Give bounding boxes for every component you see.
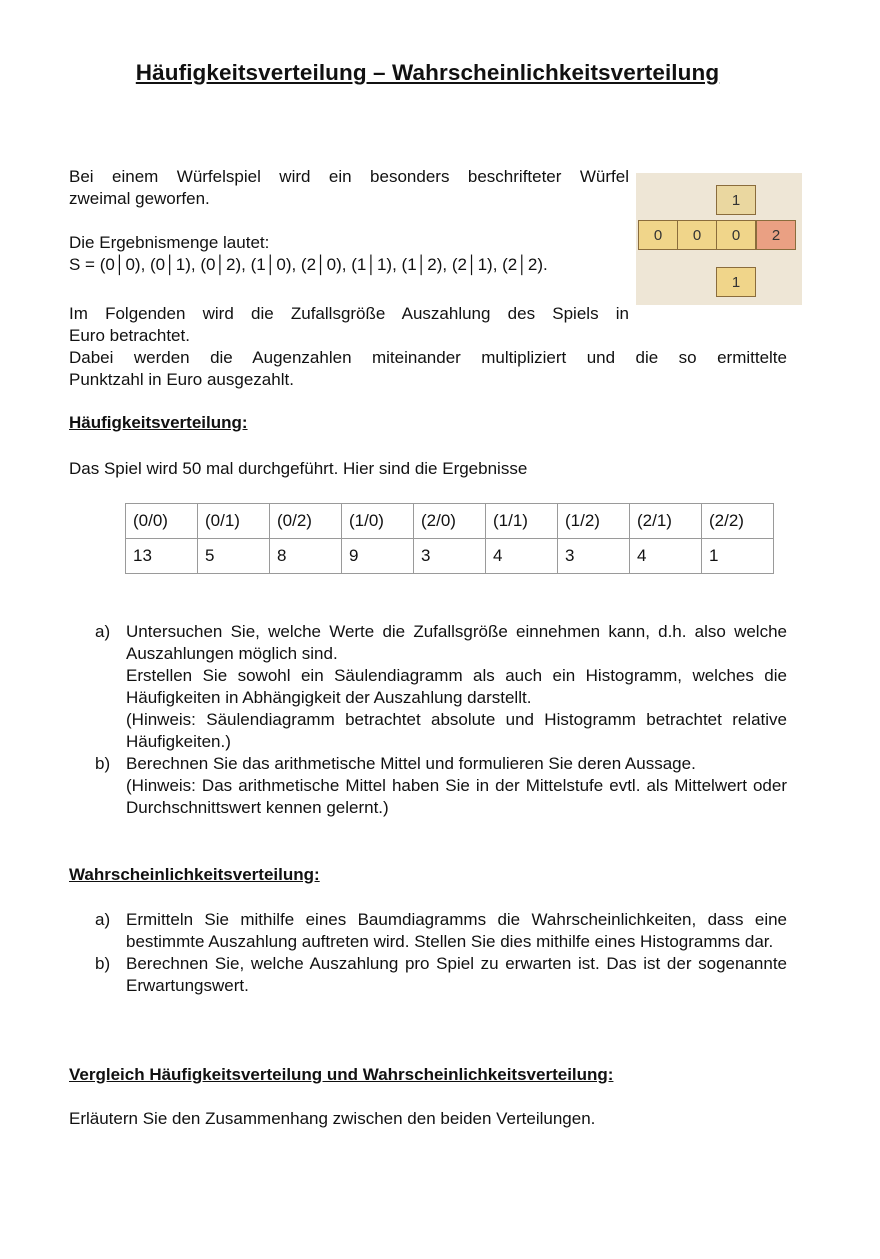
table-value-cell: 1 <box>702 539 774 574</box>
section-heading-probability: Wahrscheinlichkeitsverteilung: <box>69 865 320 884</box>
probability-task-list <box>95 909 787 997</box>
dice-face-row-4: 2 <box>756 220 796 250</box>
table-value-cell: 13 <box>126 539 198 574</box>
random-variable-line-1: Im Folgenden wird die Zufallsgröße Auszahlung des Spiels in <box>69 304 629 323</box>
payout-rule-line-2: Punktzahl in Euro ausgezahlt. <box>69 370 294 389</box>
task-label: b) <box>95 754 111 773</box>
dice-face-row-1: 0 <box>638 220 678 250</box>
table-value-cell: 4 <box>486 539 558 574</box>
dice-face-top: 1 <box>716 185 756 215</box>
dice-face-bottom: 1 <box>716 267 756 297</box>
section-heading-frequency: Häufigkeitsverteilung: <box>69 413 248 432</box>
result-set-label: Die Ergebnismenge lautet: <box>69 233 270 252</box>
table-header-cell: (2/2) <box>702 504 774 539</box>
task-item-b <box>95 953 787 997</box>
table-header-cell: (0/1) <box>198 504 270 539</box>
random-variable-line-2: Euro betrachtet. <box>69 326 190 345</box>
dice-face-row-2: 0 <box>677 220 717 250</box>
table-header-cell: (1/2) <box>558 504 630 539</box>
table-value-cell: 3 <box>414 539 486 574</box>
task-text: Berechnen Sie, welche Auszahlung pro Spiel zu erwarten ist. Das ist der sogenannte Erwartungswert. <box>126 954 787 995</box>
intro-line-1: Bei einem Würfelspiel wird ein besonders beschrifteter Würfel <box>69 167 629 186</box>
task-hint: (Hinweis: Säulendiagramm betrachtet absolute und Histogramm betrachtet relative Häufigkeiten.) <box>126 710 787 751</box>
task-label: b) <box>95 954 111 973</box>
table-value-cell: 5 <box>198 539 270 574</box>
frequency-task-list <box>95 621 787 819</box>
results-table <box>125 503 774 574</box>
task-text: Ermitteln Sie mithilfe eines Baumdiagramms die Wahrscheinlichkeiten, dass eine bestimmte Auszahlung auftreten wird. Stellen Sie dies mithilfe eines Histogramms dar. <box>126 910 787 951</box>
result-set: S = (0│0), (0│1), (0│2), (1│0), (2│0), (1│1), (1│2), (2│1), (2│2). <box>69 255 548 274</box>
task-text: Untersuchen Sie, welche Werte die Zufallsgröße einnehmen kann, d.h. also welche Auszahlungen möglich sind. <box>126 622 787 663</box>
comparison-task: Erläutern Sie den Zusammenhang zwischen den beiden Verteilungen. <box>69 1109 596 1128</box>
task-item-b <box>95 753 787 819</box>
table-value-cell: 4 <box>630 539 702 574</box>
page-title: Häufigkeitsverteilung – Wahrscheinlichkeitsverteilung <box>135 60 720 85</box>
section-heading-comparison: Vergleich Häufigkeitsverteilung und Wahrscheinlichkeitsverteilung: <box>69 1065 614 1084</box>
results-table-header-row <box>126 504 774 539</box>
table-header-cell: (0/0) <box>126 504 198 539</box>
dice-net-image <box>636 173 802 305</box>
table-header-cell: (1/1) <box>486 504 558 539</box>
table-value-cell: 8 <box>270 539 342 574</box>
task-item-a <box>95 621 787 753</box>
task-item-a <box>95 909 787 953</box>
experiment-description: Das Spiel wird 50 mal durchgeführt. Hier sind die Ergebnisse <box>69 459 528 478</box>
results-table-values-row <box>126 539 774 574</box>
table-header-cell: (1/0) <box>342 504 414 539</box>
table-value-cell: 9 <box>342 539 414 574</box>
table-header-cell: (2/1) <box>630 504 702 539</box>
task-label: a) <box>95 910 111 929</box>
table-header-cell: (2/0) <box>414 504 486 539</box>
table-value-cell: 3 <box>558 539 630 574</box>
payout-rule-line-1: Dabei werden die Augenzahlen miteinander multipliziert und die so ermittelte <box>69 348 787 367</box>
task-hint: (Hinweis: Das arithmetische Mittel haben Sie in der Mittelstufe evtl. als Mittelwert oder Durchschnittswert kennen gelernt.) <box>126 776 787 817</box>
task-label: a) <box>95 622 111 641</box>
intro-line-2: zweimal geworfen. <box>69 189 210 208</box>
table-header-cell: (0/2) <box>270 504 342 539</box>
task-text: Erstellen Sie sowohl ein Säulendiagramm als auch ein Histogramm, welches die Häufigkeiten in Abhängigkeit der Auszahlung darstellt. <box>126 666 787 707</box>
task-text: Berechnen Sie das arithmetische Mittel und formulieren Sie deren Aussage. <box>126 754 696 773</box>
dice-face-row-3: 0 <box>716 220 756 250</box>
